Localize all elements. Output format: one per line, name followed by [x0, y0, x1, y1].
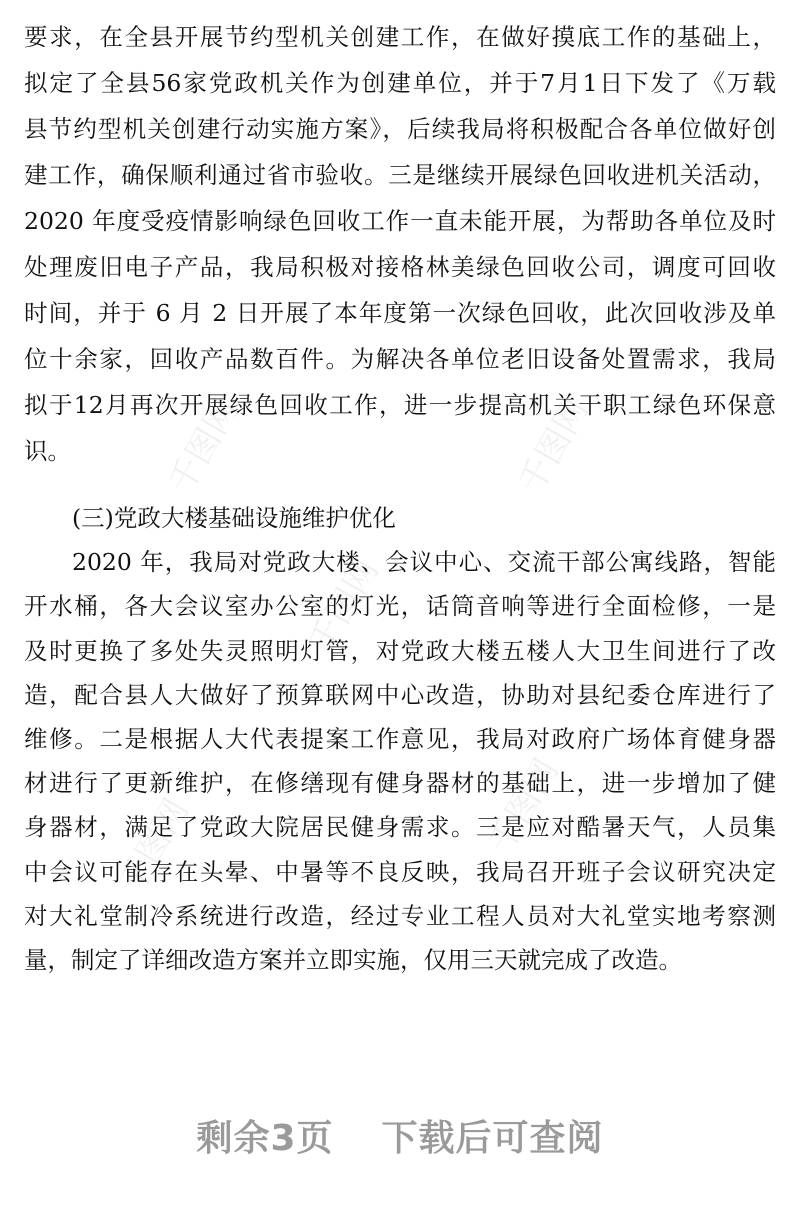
watermark: 千图网	[111, 792, 197, 901]
watermark: 千图网	[481, 752, 567, 861]
section-building-maintenance	[24, 496, 776, 982]
text-line: 造，配合县人大做好了预算联网中心改造，协助对县纪委仓库进行了	[24, 680, 776, 709]
text-line: 拟定了全县56家党政机关作为创建单位，并于7月1日下发了《万载	[24, 69, 776, 97]
section-heading: (三)党政大楼基础设施维护优化	[72, 504, 396, 532]
text-line: 处理废旧电子产品，我局积极对接格林美绿色回收公司，调度可回收	[24, 253, 776, 281]
document-body	[24, 14, 776, 982]
text-line: 开水桶，各大会议室办公室的灯光，话筒音响等进行全面检修，一是	[24, 592, 776, 621]
text-line: 中会议可能存在头晕、中暑等不良反映，我局召开班子会议研究决定	[24, 857, 776, 886]
watermark: 千图网	[161, 392, 247, 501]
text-line: 要求，在全县开展节约型机关创建工作，在做好摸底工作的基础上，	[24, 23, 776, 51]
text-line: 材进行了更新维护，在修缮现有健身器材的基础上，进一步增加了健	[24, 769, 776, 798]
text-line: 量，制定了详细改造方案并立即实施，仅用三天就完成了改造。	[24, 945, 682, 974]
text-line: 拟于12月再次开展绿色回收工作，进一步提高机关干职工绿色环保意	[24, 391, 776, 419]
text-line: 识。	[24, 437, 71, 465]
text-line: 及时更换了多处失灵照明灯管，对党政大楼五楼人大卫生间进行了改	[24, 636, 776, 665]
text-line: 时间，并于 6 月 2 日开展了本年度第一次绿色回收，此次回收涉及单	[24, 299, 776, 327]
text-line: 2020 年，我局对党政大楼、会议中心、交流干部公寓线路，智能	[72, 548, 776, 577]
text-line: 位十余家，回收产品数百件。为解决各单位老旧设备处置需求，我局	[24, 345, 776, 373]
text-line: 对大礼堂制冷系统进行改造，经过专业工程人员对大礼堂实地考察测	[24, 901, 776, 930]
remaining-pages-label: 剩余3页	[196, 1118, 334, 1159]
text-line: 维修。二是根据人大代表提案工作意见，我局对政府广场体育健身器	[24, 724, 776, 753]
text-line: 2020 年度受疫情影响绿色回收工作一直未能开展，为帮助各单位及时	[24, 207, 776, 235]
download-to-view-link[interactable]: 下载后可查阅	[381, 1118, 604, 1159]
paragraph-green-recycling	[24, 14, 776, 474]
watermark: 千图网	[511, 392, 597, 501]
text-line: 县节约型机关创建行动实施方案》，后续我局将积极配合各单位做好创	[24, 115, 776, 143]
watermark: 千图网	[301, 552, 387, 661]
download-prompt[interactable]	[0, 1110, 800, 1161]
text-line: 建工作，确保顺利通过省市验收。三是继续开展绿色回收进机关活动，	[24, 161, 776, 189]
text-line: 身器材，满足了党政大院居民健身需求。三是应对酷暑天气，人员集	[24, 813, 776, 842]
